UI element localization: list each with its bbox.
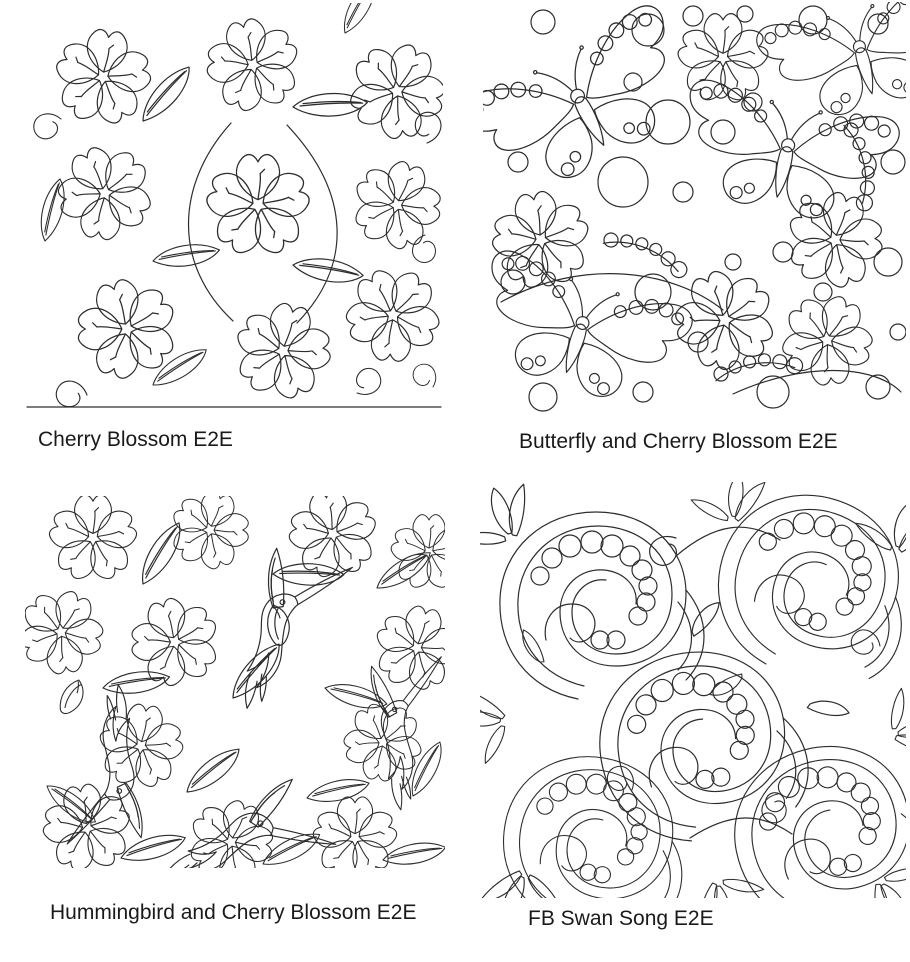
pearl-chain-motifs bbox=[601, 120, 882, 385]
blossom-motifs bbox=[36, 9, 443, 409]
blossom-motifs bbox=[25, 496, 445, 868]
pattern-swatch-butterfly-cherry-blossom bbox=[483, 2, 906, 422]
blossom-motifs bbox=[483, 14, 896, 405]
feather-scroll-motifs bbox=[490, 482, 906, 898]
teardrop-motifs bbox=[518, 598, 851, 719]
pattern-swatch-hummingbird-cherry-blossom bbox=[25, 496, 445, 868]
pattern-caption: FB Swan Song E2E bbox=[528, 907, 714, 930]
connector-arcs bbox=[501, 274, 901, 394]
butterfly-motifs bbox=[483, 2, 906, 417]
fb-swan-song-pattern-drawing bbox=[480, 482, 906, 898]
pattern-caption: Hummingbird and Cherry Blossom E2E bbox=[50, 901, 417, 924]
pattern-caption: Butterfly and Cherry Blossom E2E bbox=[519, 430, 838, 453]
pattern-swatch-cherry-blossom bbox=[25, 3, 443, 409]
cherry-blossom-pattern-drawing bbox=[25, 3, 443, 409]
pattern-caption: Cherry Blossom E2E bbox=[38, 428, 233, 451]
hummingbird-cherry-blossom-pattern-drawing bbox=[25, 496, 445, 868]
butterfly-cherry-blossom-pattern-drawing bbox=[483, 2, 906, 422]
curl-motifs bbox=[34, 108, 443, 409]
pattern-swatch-fb-swan-song bbox=[480, 482, 906, 898]
connector-arcs bbox=[27, 123, 441, 407]
